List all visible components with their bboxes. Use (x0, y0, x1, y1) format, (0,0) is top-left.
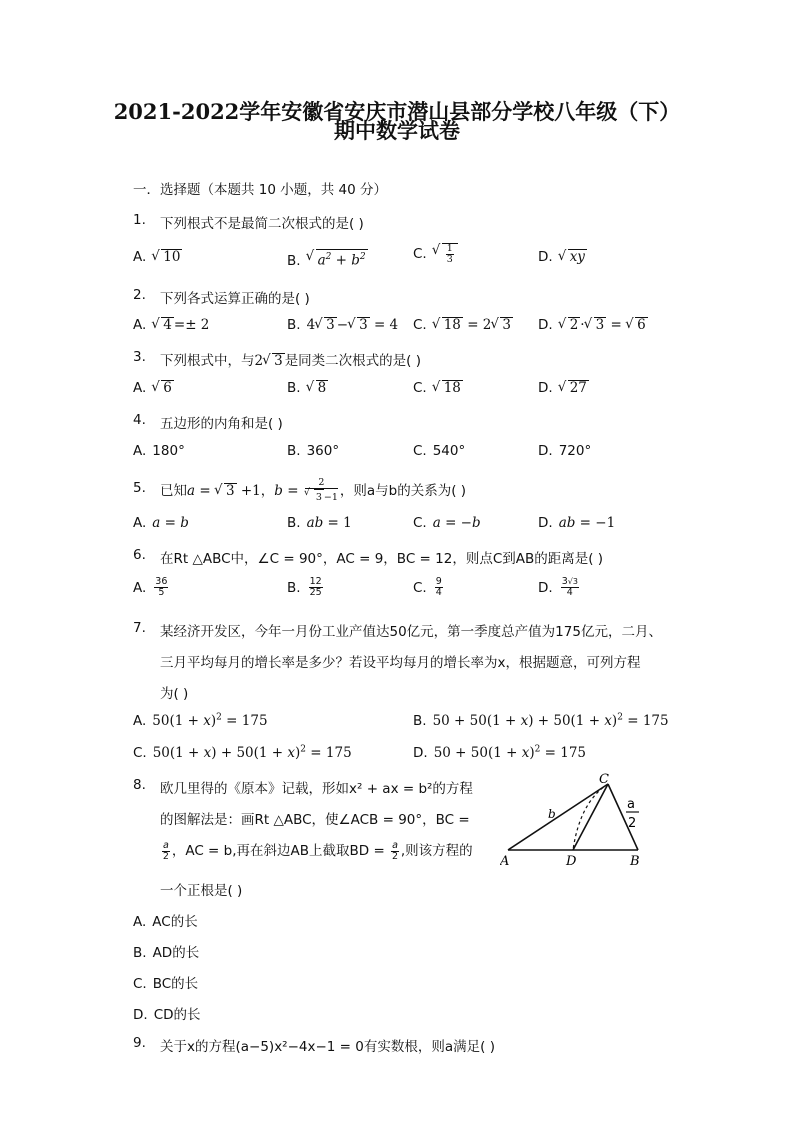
question-stem: 五边形的内角和是( ) (160, 416, 283, 432)
option-d (133, 1003, 201, 1023)
option-label: C. (413, 317, 427, 333)
option-label: C. (413, 443, 427, 459)
option-a: A.√ 6 (133, 380, 174, 396)
option-label: B. (287, 317, 301, 333)
option-label: D. (413, 744, 428, 761)
stem-text: ，则a与b的关系为( ) (339, 483, 467, 499)
page-title: 2021-2022学年安徽省安庆市潜山县部分学校八年级（下） (113, 99, 681, 124)
option-b: B. ab = 1 (287, 515, 352, 531)
question-number: 9. (133, 1035, 146, 1051)
question-number: 2. (133, 287, 146, 303)
stem-text: 下列根式中，与 (160, 353, 255, 369)
option-a: A. $\frac{36}{5}$ (133, 576, 168, 598)
option-label: D. (538, 249, 553, 265)
label-b: B (630, 854, 640, 869)
option-label: C. (413, 579, 427, 596)
option-c: C. √ $\frac{1}{3}$ (413, 243, 458, 265)
option-a: A. $50(1 + x)^2 = 175$ (133, 712, 268, 729)
option-label: A. (133, 914, 147, 930)
option-text: 720° (558, 443, 592, 459)
option-text: AC的长 (152, 914, 198, 930)
option-a (133, 443, 185, 459)
segment-cd (573, 784, 608, 850)
question-line: 欧几里得的《原本》记载，形如x² + ax = b²的方程 (160, 781, 473, 797)
option-a: A.√ 10 (133, 249, 182, 265)
question-stem: 下列各式运算正确的是( ) (160, 291, 310, 307)
question-stem: 在Rt △ABC中，∠C = 90°，AC = 9，BC = 12，则点C到AB的距离是( ) (160, 551, 604, 567)
option-b: B.√ 8 (287, 380, 328, 396)
option-label: A. (133, 380, 147, 396)
option-c: C. a = −b (413, 515, 481, 531)
option-label: D. (538, 443, 553, 459)
option-c (133, 972, 198, 992)
option-b (133, 941, 199, 961)
option-c (413, 443, 465, 459)
question-number: 6. (133, 547, 146, 563)
option-b (287, 443, 339, 459)
question-stem: 关于x的方程(a−5)x²−4x−1 = 0有实数根，则a满足( ) (160, 1039, 495, 1055)
label-a-frac-num: a (627, 797, 635, 812)
option-c: C.√ 18 = 2√ 3 (413, 317, 513, 333)
option-a (133, 910, 198, 930)
option-label: D. (538, 380, 553, 396)
option-d: D. $50 + 50(1 + x)^2 = 175$ (413, 744, 587, 761)
option-label: C. (413, 515, 427, 531)
option-label: A. (133, 317, 147, 333)
option-text: CD的长 (153, 1007, 201, 1023)
line-text: ，AC = b,再在斜边AB上截取BD = (171, 843, 390, 859)
option-b: B. $50 + 50(1 + x) + 50(1 + x)^2 = 175$ (413, 712, 669, 729)
question-number: 4. (133, 412, 146, 428)
question-line: $\frac{a}{2}$ ，AC = b,再在斜边AB上截取BD = $\frac{a}{2}$ ,则该方程的 (162, 839, 473, 862)
option-label: B. (287, 579, 301, 596)
page-subtitle: 期中数学试卷 (334, 118, 460, 143)
option-label: A. (133, 712, 147, 729)
question-number: 5. (133, 480, 146, 496)
question-number: 1. (133, 212, 146, 228)
option-b: B. $\frac{12}{25}$ (287, 576, 322, 598)
option-label: D. (538, 317, 553, 333)
option-b: B.√ $a^2 + b^2$ (287, 249, 368, 269)
question-number: 3. (133, 349, 146, 365)
option-d: D. ab = −1 (538, 515, 616, 531)
option-d (538, 443, 591, 459)
option-label: C. (413, 246, 427, 262)
question-line: 某经济开发区，今年一月份工业产值达50亿元，第一季度总产值为175亿元，二月、 (160, 624, 662, 640)
option-label: A. (133, 515, 147, 531)
segment-ac (508, 784, 608, 850)
label-a-frac-den: 2 (628, 816, 637, 831)
option-d: D.√ 2 ·√ 3 = √ 6 (538, 317, 648, 333)
option-text: BC的长 (152, 976, 199, 992)
option-label: C. (133, 744, 147, 761)
label-a: A (500, 854, 510, 869)
option-label: C. (413, 380, 427, 396)
option-label: D. (133, 1007, 148, 1023)
option-label: B. (287, 380, 301, 396)
option-c: C. $50(1 + x) + 50(1 + x)^2 = 175$ (133, 744, 352, 761)
option-text: 540° (432, 443, 466, 459)
option-label: D. (538, 579, 553, 596)
question-stem: 下列根式中，与2√ 3 是同类二次根式的是( ) (160, 349, 421, 369)
option-label: B. (413, 712, 427, 729)
question-line: 的图解法是：画Rt △ABC，使∠ACB = 90°，BC = (160, 812, 470, 828)
option-d: D. $\frac{3√3}{4}$ (538, 576, 578, 598)
stem-text: 已知 (160, 483, 187, 499)
question-stem: 下列根式不是最简二次根式的是( ) (160, 216, 364, 232)
option-d: D.√ xy (538, 249, 587, 265)
option-label: B. (287, 515, 301, 531)
question-stem: 已知a = √ 3 +1，b = 2 √ 3 −1 ，则a与b的关系为( ) (160, 478, 466, 505)
section-heading: 一．选择题（本题共 10 小题，共 40 分） (133, 182, 388, 198)
question-number: 7. (133, 620, 146, 636)
option-c: C. $\frac{9}{4}$ (413, 576, 442, 598)
option-label: A. (133, 579, 147, 596)
option-c: C.√ 18 (413, 380, 463, 396)
question-line: 一个正根是( ) (160, 883, 243, 899)
question-line: 为( ) (160, 686, 189, 702)
option-text: 360° (306, 443, 340, 459)
option-label: A. (133, 249, 147, 265)
option-label: B. (133, 945, 147, 961)
option-a: A.√ 4 =± 2 (133, 317, 209, 333)
question-line: 三月平均每月的增长率是多少？若设平均每月的增长率为x，根据题意，可列方程 (160, 655, 641, 671)
option-label: B. (287, 443, 301, 459)
option-label: D. (538, 515, 553, 531)
question-number: 8. (133, 777, 146, 793)
option-d: D.√ 27 (538, 380, 589, 396)
triangle-figure (500, 772, 650, 872)
option-label: A. (133, 443, 147, 459)
label-c: C (599, 772, 609, 787)
option-label: B. (287, 252, 301, 269)
stem-text: 是同类二次根式的是( ) (284, 353, 422, 369)
line-text: ,则该方程的 (400, 843, 473, 859)
label-d: D (566, 854, 577, 869)
option-b: B. 4√ 3 −√ 3 = 4 (287, 317, 398, 333)
option-label: C. (133, 976, 147, 992)
option-text: AD的长 (152, 945, 200, 961)
option-a: A. a = b (133, 515, 189, 531)
option-text: 180° (152, 443, 185, 459)
label-b-side: b (548, 807, 556, 821)
